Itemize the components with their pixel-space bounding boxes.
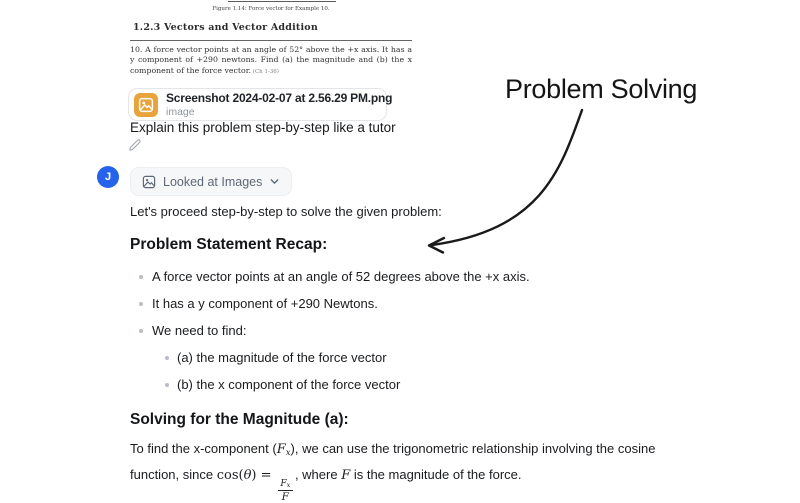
- fraction-numerator: [278, 480, 292, 490]
- math-fx: F: [276, 442, 286, 457]
- paragraph-text: , where: [294, 467, 342, 482]
- assistant-intro: Let's proceed step-by-step to solve the given problem:: [130, 204, 442, 219]
- math-f: F: [341, 468, 351, 483]
- problem-text: [130, 45, 412, 76]
- recap-heading: Problem Statement Recap:: [130, 236, 328, 253]
- numerator-base: F: [280, 479, 287, 489]
- math-equals: ) =: [251, 468, 276, 483]
- attachment-chip[interactable]: [128, 88, 393, 121]
- paragraph-text: ), we can use the trigonometric relationship involving the cosine function, since: [130, 441, 656, 482]
- user-message: Explain this problem step-by-step like a tutor: [130, 120, 396, 135]
- paragraph-text: To find the x-component (: [130, 441, 277, 456]
- bullet-icon: [139, 275, 143, 279]
- math-fx-subscript: x: [285, 448, 291, 458]
- bullet-list: [130, 270, 610, 405]
- figure-axis-line: [228, 1, 336, 2]
- edit-icon[interactable]: [128, 137, 143, 152]
- list-item: [130, 324, 610, 338]
- textbook-screenshot: [130, 0, 412, 82]
- tool-chip-label: Looked at Images: [163, 174, 263, 189]
- avatar: [97, 166, 119, 188]
- figure-caption: Figure 1.14: Force vector for Example 10.: [212, 6, 330, 12]
- looked-at-images-chip[interactable]: [130, 167, 292, 196]
- bullet-text: (a) the magnitude of the force vector: [177, 350, 387, 365]
- attachment-filename: Screenshot 2024-02-07 at 2.56.29 PM.png: [166, 91, 393, 105]
- problem-body: 10. A force vector points at an angle of 52° above the +x axis. It has a y component of +290 newtons. Find (a) the magnitude and (b) the x component of the force vector.: [130, 45, 412, 75]
- attachment-meta: [166, 91, 392, 118]
- annotation-arrow: [418, 102, 598, 257]
- chevron-down-icon: [269, 176, 280, 187]
- bullet-text: We need to find:: [152, 323, 247, 338]
- bullet-text: It has a y component of +290 Newtons.: [152, 296, 378, 311]
- fraction-denominator: F: [278, 490, 293, 503]
- sub-list-item: [130, 378, 610, 392]
- bullet-icon: [165, 356, 169, 360]
- numerator-subscript: x: [286, 481, 291, 489]
- paragraph-text: is the magnitude of the force.: [350, 467, 522, 482]
- bullet-icon: [165, 383, 169, 387]
- math-cos: cos(: [216, 468, 244, 483]
- explanation-paragraph: [130, 438, 708, 503]
- list-item: [130, 297, 610, 311]
- list-item: [130, 270, 610, 284]
- bullet-icon: [139, 329, 143, 333]
- bullet-text: A force vector points at an angle of 52 degrees above the +x axis.: [152, 269, 530, 284]
- annotation-label: Problem Solving: [505, 74, 698, 104]
- section-heading: 1.2.3 Vectors and Vector Addition: [133, 22, 318, 33]
- bullet-text: (b) the x component of the force vector: [177, 377, 401, 392]
- avatar-initial: J: [104, 171, 112, 183]
- sub-list-item: [130, 351, 610, 365]
- bullet-icon: [139, 302, 143, 306]
- math-fraction: [278, 480, 293, 503]
- math-theta: θ: [243, 468, 252, 483]
- solving-heading: Solving for the Magnitude (a):: [130, 411, 349, 428]
- image-attachment-icon: [134, 93, 158, 117]
- attachment-type-label: image: [166, 106, 195, 118]
- section-rule: [130, 40, 412, 41]
- problem-reference: (Ch 1-36): [251, 68, 279, 75]
- image-icon: [142, 175, 156, 189]
